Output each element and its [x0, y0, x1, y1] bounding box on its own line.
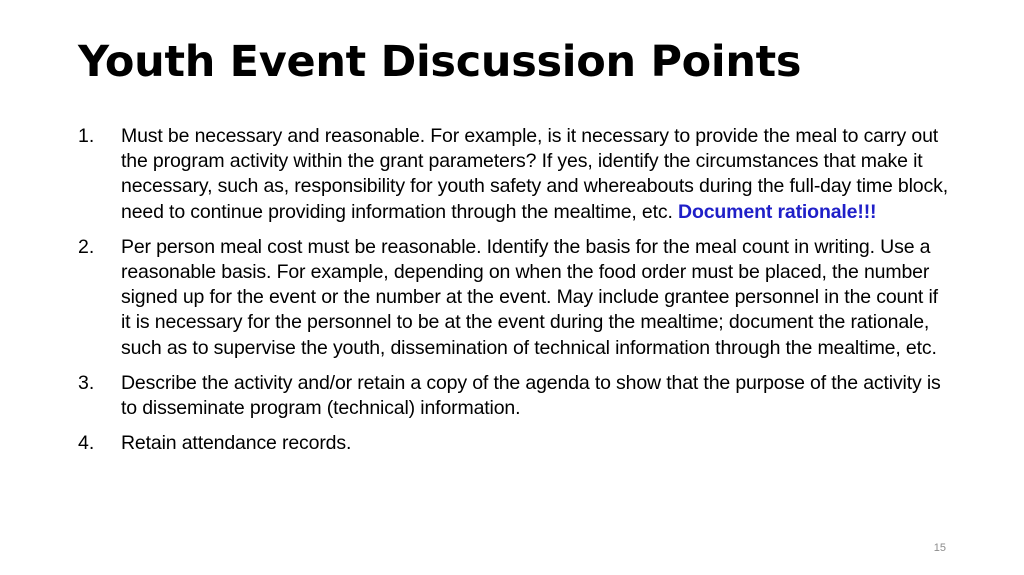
slide-title: Youth Event Discussion Points: [78, 37, 802, 87]
point-number: 4.: [78, 432, 95, 455]
point-text: [121, 124, 948, 225]
discussion-point: [78, 124, 948, 225]
point-emphasis: Document rationale!!!: [678, 200, 877, 223]
point-text: Retain attendance records.: [121, 432, 352, 455]
discussion-points-list: [78, 124, 948, 466]
point-number: 2.: [78, 235, 95, 258]
point-text: Describe the activity and/or retain a copy of the agenda to show that the purpose of the activity is to disseminate program (technical) information.: [121, 371, 941, 420]
discussion-point: [78, 371, 948, 421]
discussion-point: [78, 235, 948, 361]
discussion-point: [78, 431, 948, 456]
page-number: 15: [933, 542, 946, 554]
point-number: 1.: [78, 125, 95, 147]
point-body: Must be necessary and reasonable. For example, is it necessary to provide the meal to carry out the program activity within the grant parameters? If yes, identify the circumstances that make it necessary, such as, responsibility for youth safety and whereabouts during the full-day time block, need to continue providing information through the mealtime, etc.: [121, 125, 948, 223]
point-text: Per person meal cost must be reasonable. Identify the basis for the meal count in writing. Use a reasonable basis. For example, depending on when the food order must be placed, the number signed up for the event or the number at the event. May include grantee personnel in the count if it is necessary for the personnel to be at the event during the mealtime; document the rationale, such as to supervise the youth, dissemination of technical information through the mealtime, etc.: [121, 235, 938, 359]
point-number: 3.: [78, 371, 95, 394]
